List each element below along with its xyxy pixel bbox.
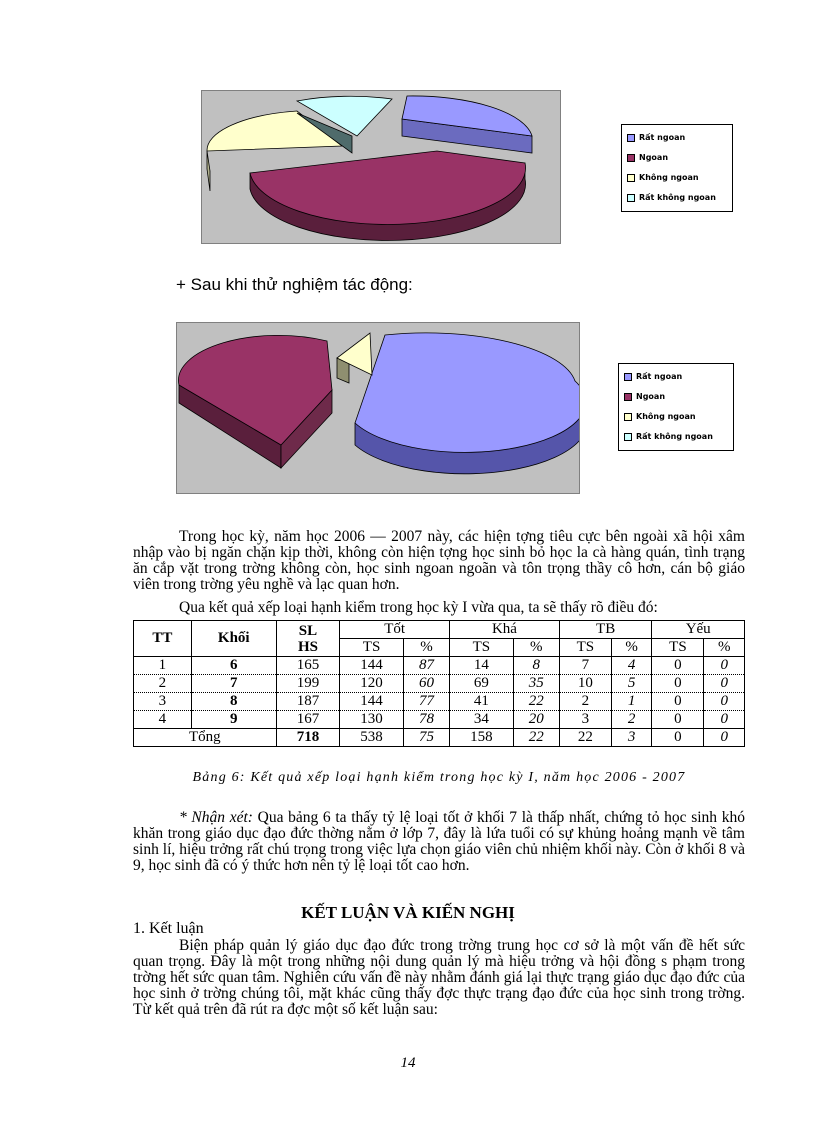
table-cell: 4 [611,657,651,675]
table-cell: 144 [340,657,404,675]
header-cell: Yếu [652,621,745,639]
table-cell: 165 [276,657,340,675]
subsection-title: 1. Kết luận [133,920,204,937]
legend-after [618,363,734,451]
header-cell: TS [450,639,514,657]
table-caption: Bảng 6: Kết quả xếp loại hạnh kiểm trong học kỳ I, năm học 2006 - 2007 [192,770,686,785]
header-cell: Khá [450,621,560,639]
table-cell: 87 [403,657,449,675]
table-cell: 78 [403,711,449,729]
table-row [134,693,745,711]
table-cell: 120 [340,675,404,693]
table-cell: 0 [704,729,745,747]
header-cell: % [611,639,651,657]
table-cell: 144 [340,693,404,711]
table-row [134,657,745,675]
table-cell: 2 [559,693,611,711]
table-cell: 0 [652,729,704,747]
table-cell: 0 [704,657,745,675]
pie-chart-before [202,91,560,243]
table-cell: 35 [513,675,559,693]
table-cell: 718 [276,729,340,747]
page-number: 14 [400,1055,416,1071]
chart-before [201,90,561,244]
table-cell: 2 [611,711,651,729]
section-heading: + Sau khi thử nghiệm tác động: [176,275,413,294]
table-cell: 34 [450,711,514,729]
legend-item: Rất không ngoan [624,427,728,447]
remark-paragraph [133,810,745,874]
header-cell: TB [559,621,652,639]
table-cell: Tổng [134,729,277,747]
conduct-table [133,620,745,747]
table-cell: 14 [450,657,514,675]
header-cell: TT [134,621,192,657]
header-cell: % [403,639,449,657]
table-cell: 75 [403,729,449,747]
legend-item: Ngoan [624,387,728,407]
remark-text: Qua bảng 6 ta thấy tỷ lệ loại tốt ở khối 7 là thấp nhất, chứng tỏ học sinh khó khăn trong giáo dục đạo đức thờng nằm ở lớp 7, đây là lứa tuổi có sự khủng hoảng mạnh về tâm sinh lí, hiệu trởng rất chú trọng trong việc lựa chọn giáo viên chủ nhiệm khối này. Còn ở khối 8 và 9, học sinh đã có ý thức hơn nên tỷ lệ loại tốt cao hơn. [133,809,745,874]
remark-label: * Nhận xét: [179,809,253,826]
table-cell: 22 [513,693,559,711]
header-cell: SL HS [276,621,340,657]
legend-item: Rất ngoan [624,367,728,387]
table-cell: 199 [276,675,340,693]
table-cell: 9 [191,711,276,729]
table-cell: 8 [513,657,559,675]
slice-khong-ngoan-side [207,151,210,191]
table-cell: 22 [513,729,559,747]
slice-rat-ngoan [355,333,579,453]
pie-chart-after [177,323,579,493]
table-cell: 3 [559,711,611,729]
table-cell: 130 [340,711,404,729]
table-cell: 3 [134,693,192,711]
table-cell: 77 [403,693,449,711]
table-cell: 538 [340,729,404,747]
header-cell: TS [652,639,704,657]
table-cell: 187 [276,693,340,711]
header-cell: % [513,639,559,657]
table-cell: 0 [652,711,704,729]
table-cell: 60 [403,675,449,693]
table-cell: 20 [513,711,559,729]
table-cell: 1 [134,657,192,675]
header-cell: TS [559,639,611,657]
header-cell: % [704,639,745,657]
legend-item: Không ngoan [627,168,727,188]
paragraph: Trong học kỳ, năm học 2006 — 2007 này, các hiện tợng tiêu cực bên ngoài xã hội xâm nhập vào bị ngăn chặn kịp thời, không còn hiện tợng học sinh bỏ học la cà hàng quán, tình trạng ăn cắp vặt trong trờng không còn, học sinh ngoan ngoãn và tôn trọng thầy cô hơn, cán bộ giáo viên trong trờng yêu nghề và lạc quan hơn. [133,528,745,593]
legend-item: Ngoan [627,148,727,168]
chart-after [176,322,580,494]
table-cell: 2 [134,675,192,693]
table-cell: 0 [652,657,704,675]
table-cell: 0 [704,675,745,693]
legend-item: Rất không ngoan [627,188,727,208]
table-cell: 0 [652,675,704,693]
header-cell: Khối [191,621,276,657]
table-cell: 158 [450,729,514,747]
table-cell: 10 [559,675,611,693]
table-cell: 6 [191,657,276,675]
table-cell: 1 [611,693,651,711]
legend-before [621,124,733,212]
table-cell: 0 [704,711,745,729]
legend-item: Không ngoan [624,407,728,427]
table-cell: 8 [191,693,276,711]
table-cell: 7 [559,657,611,675]
header-cell: Tốt [340,621,450,639]
paragraph: Biện pháp quản lý giáo dục đạo đức trong trờng trung học cơ sở là một vấn đề hết sức quan trọng. Đây là một trong những nội dung quản lý mà hiệu trởng và hội đồng s phạm trong trờng hết sức quan tâm. Nghiên cứu vấn đề này nhằm đánh giá lại thực trạng giáo dục đạo đức của học sinh ở trờng chúng tôi, mặt khác cũng thấy đợc thực trạng đạo đức của học sinh trong trờng. Từ kết quả trên đã rút ra đợc một số kết luận sau: [133,937,745,1018]
section-title: KẾT LUẬN VÀ KIẾN NGHỊ [301,903,515,922]
table-total-row [134,729,745,747]
table-cell: 0 [652,693,704,711]
table-cell: 3 [611,729,651,747]
table-cell: 7 [191,675,276,693]
table-cell: 22 [559,729,611,747]
legend-item: Rất ngoan [627,128,727,148]
table-cell: 4 [134,711,192,729]
header-cell: TS [340,639,404,657]
table-cell: 5 [611,675,651,693]
table-row [134,711,745,729]
table-cell: 167 [276,711,340,729]
table-row [134,675,745,693]
table-cell: 41 [450,693,514,711]
paragraph: Qua kết quả xếp loại hạnh kiểm trong học kỳ I vừa qua, ta sẽ thấy rõ điều đó: [179,599,658,616]
table-cell: 0 [704,693,745,711]
table-cell: 69 [450,675,514,693]
